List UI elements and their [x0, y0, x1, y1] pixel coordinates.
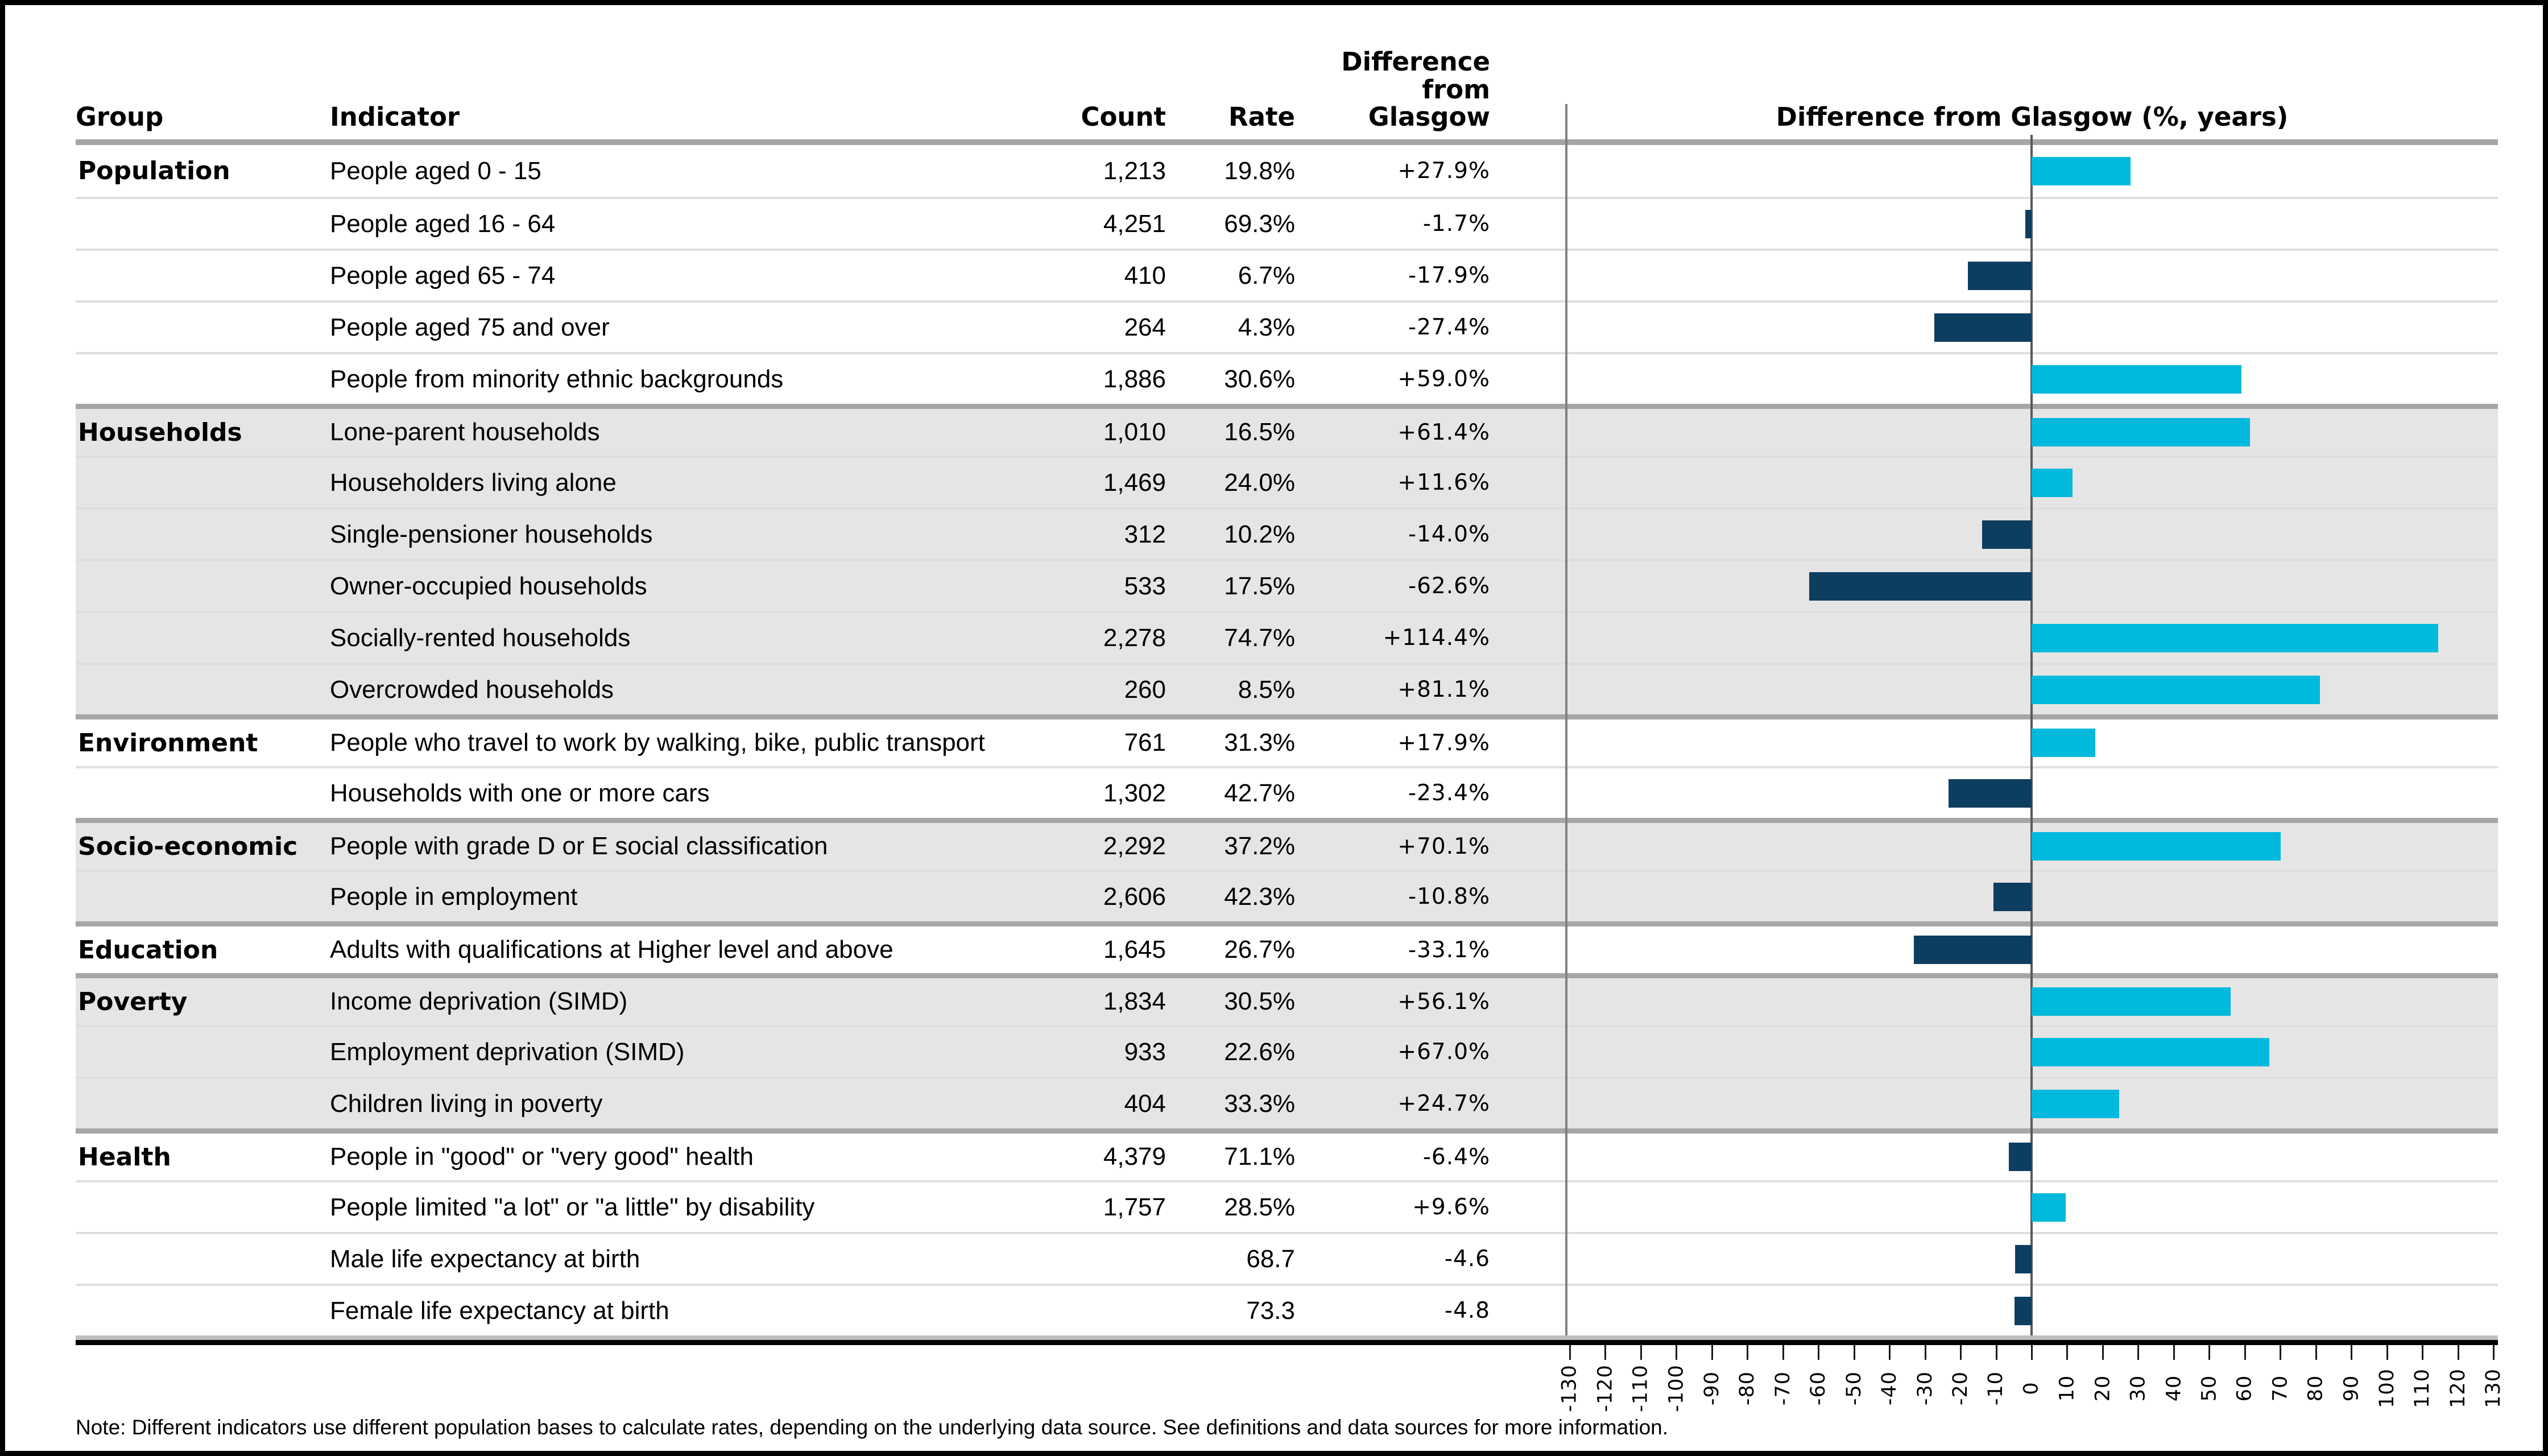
- difference-value: +24.7%: [1397, 1091, 1490, 1116]
- axis-tick-label-text: -130: [1558, 1364, 1582, 1412]
- indicator-label: People aged 75 and over: [330, 313, 610, 341]
- axis-tick: [1925, 1345, 1926, 1360]
- chart-row-area: [1566, 1079, 2498, 1128]
- count-value: 1,302: [1103, 779, 1166, 807]
- table-body: [76, 145, 2498, 1335]
- axis-tick-label-text: 30: [2127, 1375, 2150, 1402]
- positive-bar: [2032, 1090, 2119, 1118]
- positive-bar: [2032, 1038, 2269, 1066]
- axis-tick-label-text: -120: [1594, 1364, 1617, 1412]
- difference-value: +9.6%: [1412, 1194, 1490, 1220]
- positive-bar: [2032, 157, 2131, 185]
- count-value: 2,278: [1103, 623, 1166, 652]
- group-label: Population: [78, 156, 230, 185]
- table-row: [76, 818, 2498, 870]
- rate-value: 30.5%: [1224, 987, 1295, 1015]
- rate-value: 4.3%: [1238, 313, 1295, 341]
- rate-value: 10.2%: [1224, 520, 1295, 548]
- difference-value: -33.1%: [1408, 937, 1490, 963]
- axis-tick-label-text: -110: [1629, 1364, 1652, 1412]
- axis-tick-label-text: 110: [2411, 1368, 2434, 1408]
- column-header-difference: [1295, 48, 1490, 139]
- axis-tick-label-text: -60: [1807, 1371, 1830, 1406]
- group-label: Education: [78, 935, 218, 965]
- negative-bar: [1949, 779, 2032, 808]
- table-row: [76, 559, 2498, 611]
- rate-value: 73.3: [1246, 1296, 1295, 1325]
- difference-value: +67.0%: [1397, 1039, 1490, 1065]
- indicator-label: Socially-rented households: [330, 623, 631, 652]
- rate-value: 6.7%: [1238, 261, 1295, 289]
- negative-bar: [1968, 262, 2032, 290]
- difference-value: -4.8: [1444, 1298, 1490, 1323]
- table-row: [76, 1180, 2498, 1232]
- axis-tick-label-text: -80: [1736, 1371, 1759, 1406]
- axis-tick-label-text: 70: [2269, 1375, 2292, 1402]
- chart-row-area: [1566, 872, 2498, 921]
- difference-value: +27.9%: [1397, 158, 1490, 184]
- count-value: 1,645: [1103, 936, 1166, 963]
- count-value: 1,886: [1103, 365, 1166, 393]
- axis-tick: [2315, 1345, 2317, 1360]
- axis-tick-label-text: 60: [2233, 1375, 2256, 1402]
- indicator-label: Children living in poverty: [330, 1089, 603, 1118]
- positive-bar: [2032, 418, 2250, 446]
- count-value: 1,469: [1103, 468, 1166, 497]
- indicator-label: Female life expectancy at birth: [330, 1296, 669, 1325]
- axis-tick: [2244, 1345, 2246, 1360]
- axis-tick: [1604, 1345, 1606, 1360]
- table-row: [76, 145, 2498, 197]
- indicator-label: People aged 0 - 15: [330, 156, 541, 185]
- chart-row-area: [1566, 978, 2498, 1025]
- rate-value: 19.8%: [1224, 156, 1295, 185]
- table-row: [76, 870, 2498, 921]
- table-row: [76, 921, 2498, 973]
- chart-row-area: [1566, 145, 2498, 197]
- count-value: 1,757: [1103, 1193, 1166, 1221]
- chart-row-area: [1566, 199, 2498, 249]
- count-value: 260: [1124, 675, 1166, 704]
- difference-value: +70.1%: [1397, 833, 1490, 859]
- chart-row-area: [1566, 1134, 2498, 1180]
- indicator-label: Income deprivation (SIMD): [330, 987, 628, 1015]
- difference-value: -4.6: [1444, 1246, 1490, 1272]
- indicator-label: Adults with qualifications at Higher level and above: [330, 936, 894, 963]
- chart-axis-line: [76, 1340, 2498, 1345]
- column-header-indicator: Indicator: [330, 102, 460, 133]
- difference-value: +11.6%: [1397, 470, 1490, 495]
- axis-tick-label-text: -10: [1984, 1371, 2008, 1406]
- chart-row-area: [1566, 409, 2498, 456]
- indicator-label: People limited "a lot" or "a little" by disability: [330, 1193, 815, 1221]
- axis-tick-label-text: -70: [1771, 1371, 1794, 1406]
- chart-row-area: [1566, 926, 2498, 973]
- indicator-label: People in employment: [330, 882, 578, 911]
- count-value: 264: [1124, 313, 1166, 341]
- axis-tick: [1960, 1345, 1962, 1360]
- axis-tick: [2208, 1345, 2210, 1360]
- group-label: Environment: [78, 728, 258, 758]
- rate-value: 31.3%: [1224, 729, 1295, 756]
- indicator-label: People who travel to work by walking, bike, public transport: [330, 729, 985, 756]
- axis-tick: [1747, 1345, 1748, 1360]
- negative-bar: [1993, 883, 2032, 911]
- count-value: 312: [1124, 520, 1166, 548]
- rate-value: 69.3%: [1224, 209, 1295, 238]
- table-row: [76, 663, 2498, 714]
- table-row: [76, 249, 2498, 300]
- indicator-label: People from minority ethnic backgrounds: [330, 365, 784, 393]
- negative-bar: [1982, 520, 2032, 549]
- axis-tick-label-text: 130: [2481, 1368, 2505, 1408]
- axis-tick: [2351, 1345, 2352, 1360]
- difference-value: +17.9%: [1397, 730, 1490, 756]
- difference-value: +114.4%: [1383, 625, 1490, 651]
- difference-value: +61.4%: [1397, 419, 1490, 445]
- count-value: 2,606: [1103, 882, 1166, 911]
- axis-tick: [1711, 1345, 1713, 1360]
- axis-tick: [1818, 1345, 1819, 1360]
- chart-row-area: [1566, 458, 2498, 507]
- axis-tick: [1996, 1345, 1997, 1360]
- table-row: [76, 1284, 2498, 1335]
- negative-bar: [1914, 936, 2032, 964]
- table-row: [76, 714, 2498, 766]
- difference-value: -62.6%: [1408, 573, 1490, 599]
- column-header-difference-text: Difference from Glasgow: [1341, 47, 1490, 133]
- table-row: [76, 456, 2498, 507]
- table-row: [76, 1077, 2498, 1128]
- group-label: Households: [78, 417, 242, 447]
- axis-tick: [2066, 1345, 2068, 1360]
- rate-value: 37.2%: [1224, 832, 1295, 860]
- group-label: Socio-economic: [78, 832, 298, 861]
- footnote: Note: Different indicators use different population bases to calculate rates, depending on the underlying data source. See definitions and data sources for more information.: [76, 1416, 1669, 1439]
- chart-row-area: [1566, 719, 2498, 766]
- positive-bar: [2032, 832, 2281, 861]
- column-header-count: Count: [1081, 102, 1166, 133]
- positive-bar: [2032, 676, 2320, 704]
- count-value: 761: [1124, 729, 1166, 756]
- axis-tick-label-text: -30: [1913, 1371, 1937, 1406]
- axis-tick-label-text: 80: [2304, 1375, 2327, 1402]
- axis-tick: [1640, 1345, 1642, 1360]
- table-row: [76, 766, 2498, 818]
- difference-value: +59.0%: [1397, 366, 1490, 392]
- axis-tick-label-text: -40: [1878, 1371, 1901, 1406]
- rate-value: 24.0%: [1224, 468, 1295, 497]
- rate-value: 71.1%: [1224, 1143, 1295, 1170]
- negative-bar: [1809, 572, 2032, 601]
- axis-tick: [2102, 1345, 2104, 1360]
- axis-tick-label-text: 120: [2446, 1368, 2470, 1408]
- axis-tick: [1782, 1345, 1784, 1360]
- indicator-label: People aged 16 - 64: [330, 209, 556, 238]
- chart-x-axis: [76, 1345, 2505, 1412]
- rate-value: 30.6%: [1224, 365, 1295, 393]
- difference-value: -27.4%: [1408, 315, 1490, 340]
- difference-value: -6.4%: [1422, 1144, 1490, 1170]
- negative-bar: [2025, 210, 2032, 238]
- indicator-label: People with grade D or E social classification: [330, 832, 828, 860]
- negative-bar: [2015, 1245, 2032, 1273]
- difference-value: -10.8%: [1408, 884, 1490, 909]
- chart-row-area: [1566, 665, 2498, 714]
- indicator-label: Lone-parent households: [330, 418, 600, 446]
- axis-tick: [2386, 1345, 2388, 1360]
- rate-value: 68.7: [1246, 1244, 1295, 1273]
- count-value: 533: [1124, 572, 1166, 600]
- indicator-label: Male life expectancy at birth: [330, 1244, 640, 1273]
- table-row: [76, 973, 2498, 1025]
- rate-value: 33.3%: [1224, 1089, 1295, 1118]
- rate-value: 28.5%: [1224, 1193, 1295, 1221]
- axis-tick-label-text: 40: [2162, 1375, 2185, 1402]
- positive-bar: [2032, 1193, 2066, 1222]
- axis-tick: [2173, 1345, 2175, 1360]
- count-value: 4,379: [1103, 1143, 1166, 1170]
- difference-value: -14.0%: [1408, 522, 1490, 547]
- difference-value: +81.1%: [1397, 677, 1490, 702]
- table-header: [76, 21, 2498, 145]
- indicator-label: People in "good" or "very good" health: [330, 1143, 754, 1170]
- axis-tick-label-text: -20: [1949, 1371, 1972, 1406]
- table-row: [76, 507, 2498, 559]
- negative-bar: [1934, 313, 2032, 342]
- rate-value: 16.5%: [1224, 418, 1295, 446]
- table-bottom-rule-gray: [76, 1335, 2498, 1340]
- report-content: [76, 21, 2505, 1440]
- indicator-label: Overcrowded households: [330, 675, 614, 704]
- difference-value: -23.4%: [1408, 780, 1490, 806]
- axis-tick: [2458, 1345, 2459, 1360]
- column-header-group: Group: [76, 102, 164, 133]
- axis-tick: [2031, 1345, 2033, 1360]
- axis-tick-label-text: 0: [2020, 1381, 2043, 1395]
- chart-row-area: [1566, 251, 2498, 300]
- negative-bar: [2015, 1297, 2032, 1325]
- axis-tick-label-text: -50: [1842, 1371, 1866, 1406]
- positive-bar: [2032, 729, 2095, 757]
- count-value: 2,292: [1103, 832, 1166, 860]
- group-label: Health: [78, 1142, 171, 1172]
- axis-tick: [2137, 1345, 2139, 1360]
- axis-tick-label-text: 10: [2055, 1375, 2079, 1402]
- difference-value: +56.1%: [1397, 988, 1490, 1015]
- column-header-rate: Rate: [1228, 102, 1295, 133]
- count-value: 410: [1124, 261, 1166, 289]
- table-row: [76, 197, 2498, 249]
- indicator-label: Owner-occupied households: [330, 572, 647, 600]
- count-value: 404: [1124, 1089, 1166, 1118]
- axis-tick: [2280, 1345, 2281, 1360]
- axis-tick: [1854, 1345, 1855, 1360]
- rate-value: 17.5%: [1224, 572, 1295, 600]
- rate-value: 42.7%: [1224, 779, 1295, 807]
- axis-tick-label-text: -90: [1700, 1371, 1723, 1406]
- indicator-label: Single-pensioner households: [330, 520, 653, 548]
- chart-row-area: [1566, 768, 2498, 818]
- chart-row-area: [1566, 303, 2498, 352]
- axis-tick-label-text: 50: [2198, 1375, 2221, 1402]
- chart-row-area: [1566, 510, 2498, 559]
- table-row: [76, 611, 2498, 663]
- axis-tick-label-text: 100: [2375, 1368, 2398, 1408]
- chart-row-area: [1566, 1286, 2498, 1335]
- axis-tick-label-text: -100: [1665, 1364, 1688, 1412]
- rate-value: 26.7%: [1224, 936, 1295, 963]
- positive-bar: [2032, 987, 2231, 1016]
- indicator-label: Households with one or more cars: [330, 779, 710, 807]
- chart-row-area: [1566, 354, 2498, 404]
- difference-value: -1.7%: [1422, 211, 1490, 237]
- table-row: [76, 1025, 2498, 1077]
- positive-bar: [2032, 365, 2241, 394]
- rate-value: 22.6%: [1224, 1037, 1295, 1066]
- count-value: 1,834: [1103, 987, 1166, 1015]
- count-value: 1,010: [1103, 418, 1166, 446]
- difference-value: -17.9%: [1408, 263, 1490, 288]
- positive-bar: [2032, 469, 2073, 497]
- negative-bar: [2009, 1143, 2032, 1171]
- rate-value: 74.7%: [1224, 623, 1295, 652]
- table-row: [76, 1232, 2498, 1284]
- table-row: [76, 1128, 2498, 1180]
- rate-value: 42.3%: [1224, 882, 1295, 911]
- chart-title: Difference from Glasgow (%, years): [1776, 102, 2289, 133]
- axis-tick: [1676, 1345, 1677, 1360]
- group-label: Poverty: [78, 987, 188, 1016]
- positive-bar: [2032, 624, 2438, 652]
- rate-value: 8.5%: [1238, 675, 1295, 704]
- chart-row-area: [1566, 1027, 2498, 1077]
- count-value: 933: [1124, 1037, 1166, 1066]
- table-row: [76, 404, 2498, 456]
- table-row: [76, 300, 2498, 352]
- table-row: [76, 352, 2498, 404]
- count-value: 4,251: [1103, 209, 1166, 238]
- axis-tick-label-text: 20: [2091, 1375, 2114, 1402]
- axis-tick: [1889, 1345, 1891, 1360]
- chart-row-area: [1566, 613, 2498, 663]
- axis-tick-label: [2467, 1361, 2520, 1416]
- chart-row-area: [1566, 1182, 2498, 1232]
- chart-row-area: [1566, 1234, 2498, 1284]
- indicator-label: Householders living alone: [330, 468, 617, 497]
- chart-row-area: [1566, 561, 2498, 611]
- count-value: 1,213: [1103, 156, 1166, 185]
- indicator-label: Employment deprivation (SIMD): [330, 1037, 685, 1066]
- axis-tick: [2493, 1345, 2495, 1360]
- indicator-label: People aged 65 - 74: [330, 261, 556, 289]
- axis-tick: [1569, 1345, 1571, 1360]
- axis-tick-label-text: 90: [2340, 1375, 2363, 1402]
- axis-tick: [2422, 1345, 2423, 1360]
- chart-row-area: [1566, 823, 2498, 870]
